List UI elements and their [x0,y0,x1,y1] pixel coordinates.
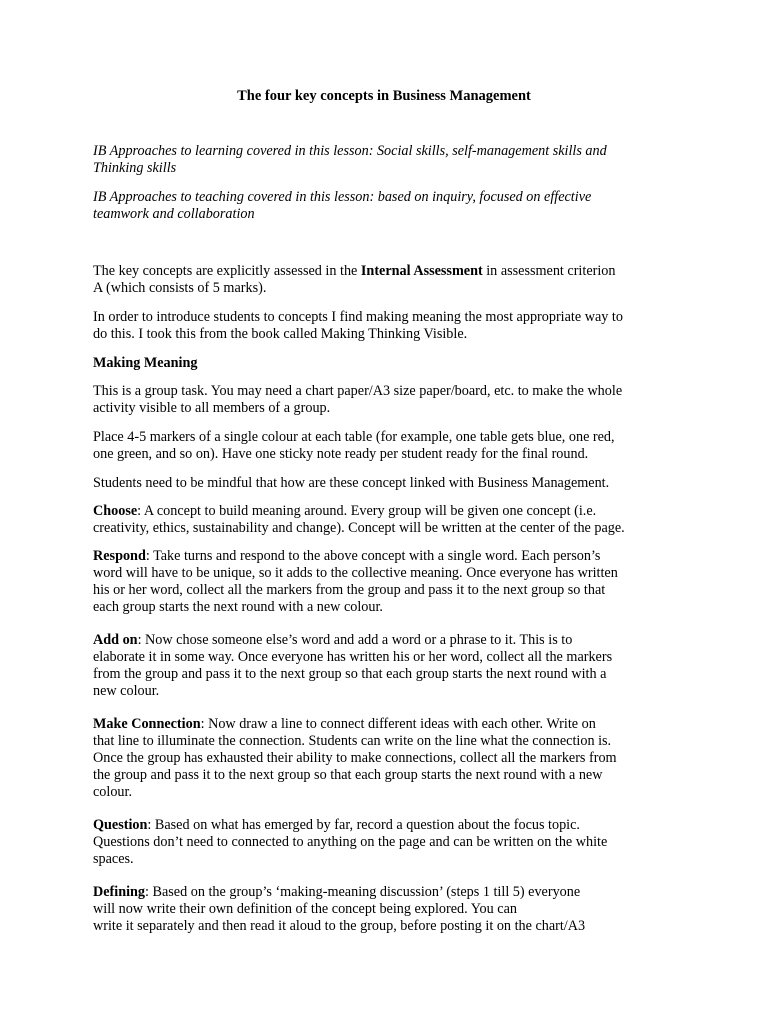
approaches-to-teaching-line: teamwork and collaboration [93,206,255,222]
group-task-line: activity visible to all members of a group. [93,400,331,416]
add-on-line [93,632,683,649]
add-on-label: Add on [93,632,138,648]
add-on-text: : Now chose someone else’s word and add a word or a phrase to it. This is to [137,632,573,648]
intro-text-post: in assessment criterion [482,263,616,279]
approaches-to-learning-line: Thinking skills [93,160,177,176]
defining-step [93,884,683,935]
choose-text: : A concept to build meaning around. Every group will be given one concept (i.e. [137,503,597,519]
internal-assessment-term: Internal Assessment [360,263,483,279]
defining-text: : Based on the group’s ‘making-meaning discussion’ (steps 1 till 5) everyone [145,884,581,900]
respond-line: word will have to be unique, so it adds to the collective meaning. Once everyone has written [93,565,618,581]
respond-step [93,548,683,616]
make-connection-label: Make Connection [93,716,201,732]
respond-label: Respond [93,548,146,564]
add-on-step [93,632,683,700]
choose-line [93,503,683,520]
defining-line [93,884,683,901]
question-text: : Based on what has emerged by far, record a question about the focus topic. [147,817,580,833]
make-connection-line: the group and pass it to the next group so that each group starts the next round with a new [93,767,603,783]
document-title: The four key concepts in Business Management [237,88,531,104]
intro-line: A (which consists of 5 marks). [93,280,267,296]
choose-line: creativity, ethics, sustainability and change). Concept will be written at the center of the page. [93,520,625,536]
respond-text: : Take turns and respond to the above concept with a single word. Each person’s [145,548,601,564]
make-connection-line: colour. [93,784,133,800]
markers-paragraph [93,429,683,463]
markers-line: one green, and so on). Have one sticky note ready per student ready for the final round. [93,446,589,462]
respond-line: his or her word, collect all the markers from the group and pass it to the next group so that [93,582,606,598]
choose-step [93,503,683,537]
introduce-line: In order to introduce students to concepts I find making meaning the most appropriate way to [93,309,623,325]
question-line [93,817,683,834]
mindful-paragraph [93,475,683,492]
making-meaning-heading [93,355,683,372]
approaches-to-teaching [93,189,683,223]
respond-line [93,548,683,565]
add-on-line: from the group and pass it to the next group so that each group starts the next round with a [93,666,607,682]
question-line: Questions don’t need to connected to anything on the page and can be written on the white [93,834,608,850]
make-connection-text: : Now draw a line to connect different ideas with each other. Write on [200,716,596,732]
approaches-to-learning [93,143,683,177]
group-task-paragraph [93,383,683,417]
defining-line: write it separately and then read it aloud to the group, before posting it on the chart/A3 [93,918,586,934]
respond-line: each group starts the next round with a new colour. [93,599,383,615]
add-on-line: new colour. [93,683,160,699]
add-on-line: elaborate it in some way. Once everyone has written his or her word, collect all the markers [93,649,613,665]
approaches-to-learning-line: IB Approaches to learning covered in this lesson: Social skills, self-management skills and [93,143,607,159]
defining-line: will now write their own definition of the concept being explored. You can [93,901,517,917]
make-connection-line: that line to illuminate the connection. Students can write on the line what the connection is. [93,733,612,749]
introduce-concepts-paragraph [93,309,683,343]
mindful-line: Students need to be mindful that how are these concept linked with Business Management. [93,475,610,491]
question-label: Question [93,817,148,833]
intro-line [93,263,683,280]
group-task-line: This is a group task. You may need a chart paper/A3 size paper/board, etc. to make the whole [93,383,623,399]
introduce-line: do this. I took this from the book called Making Thinking Visible. [93,326,468,342]
make-connection-line [93,716,683,733]
make-connection-line: Once the group has exhausted their ability to make connections, collect all the markers from [93,750,617,766]
intro-text-pre: The key concepts are explicitly assessed in the [93,263,361,279]
choose-label: Choose [93,503,138,519]
markers-line: Place 4-5 markers of a single colour at each table (for example, one table gets blue, one red, [93,429,615,445]
defining-label: Defining [93,884,146,900]
question-line: spaces. [93,851,134,867]
making-meaning-heading-text: Making Meaning [93,355,198,371]
question-step [93,817,683,868]
make-connection-step [93,716,683,801]
intro-paragraph [93,263,683,297]
approaches-to-teaching-line: IB Approaches to teaching covered in this lesson: based on inquiry, focused on effective [93,189,592,205]
